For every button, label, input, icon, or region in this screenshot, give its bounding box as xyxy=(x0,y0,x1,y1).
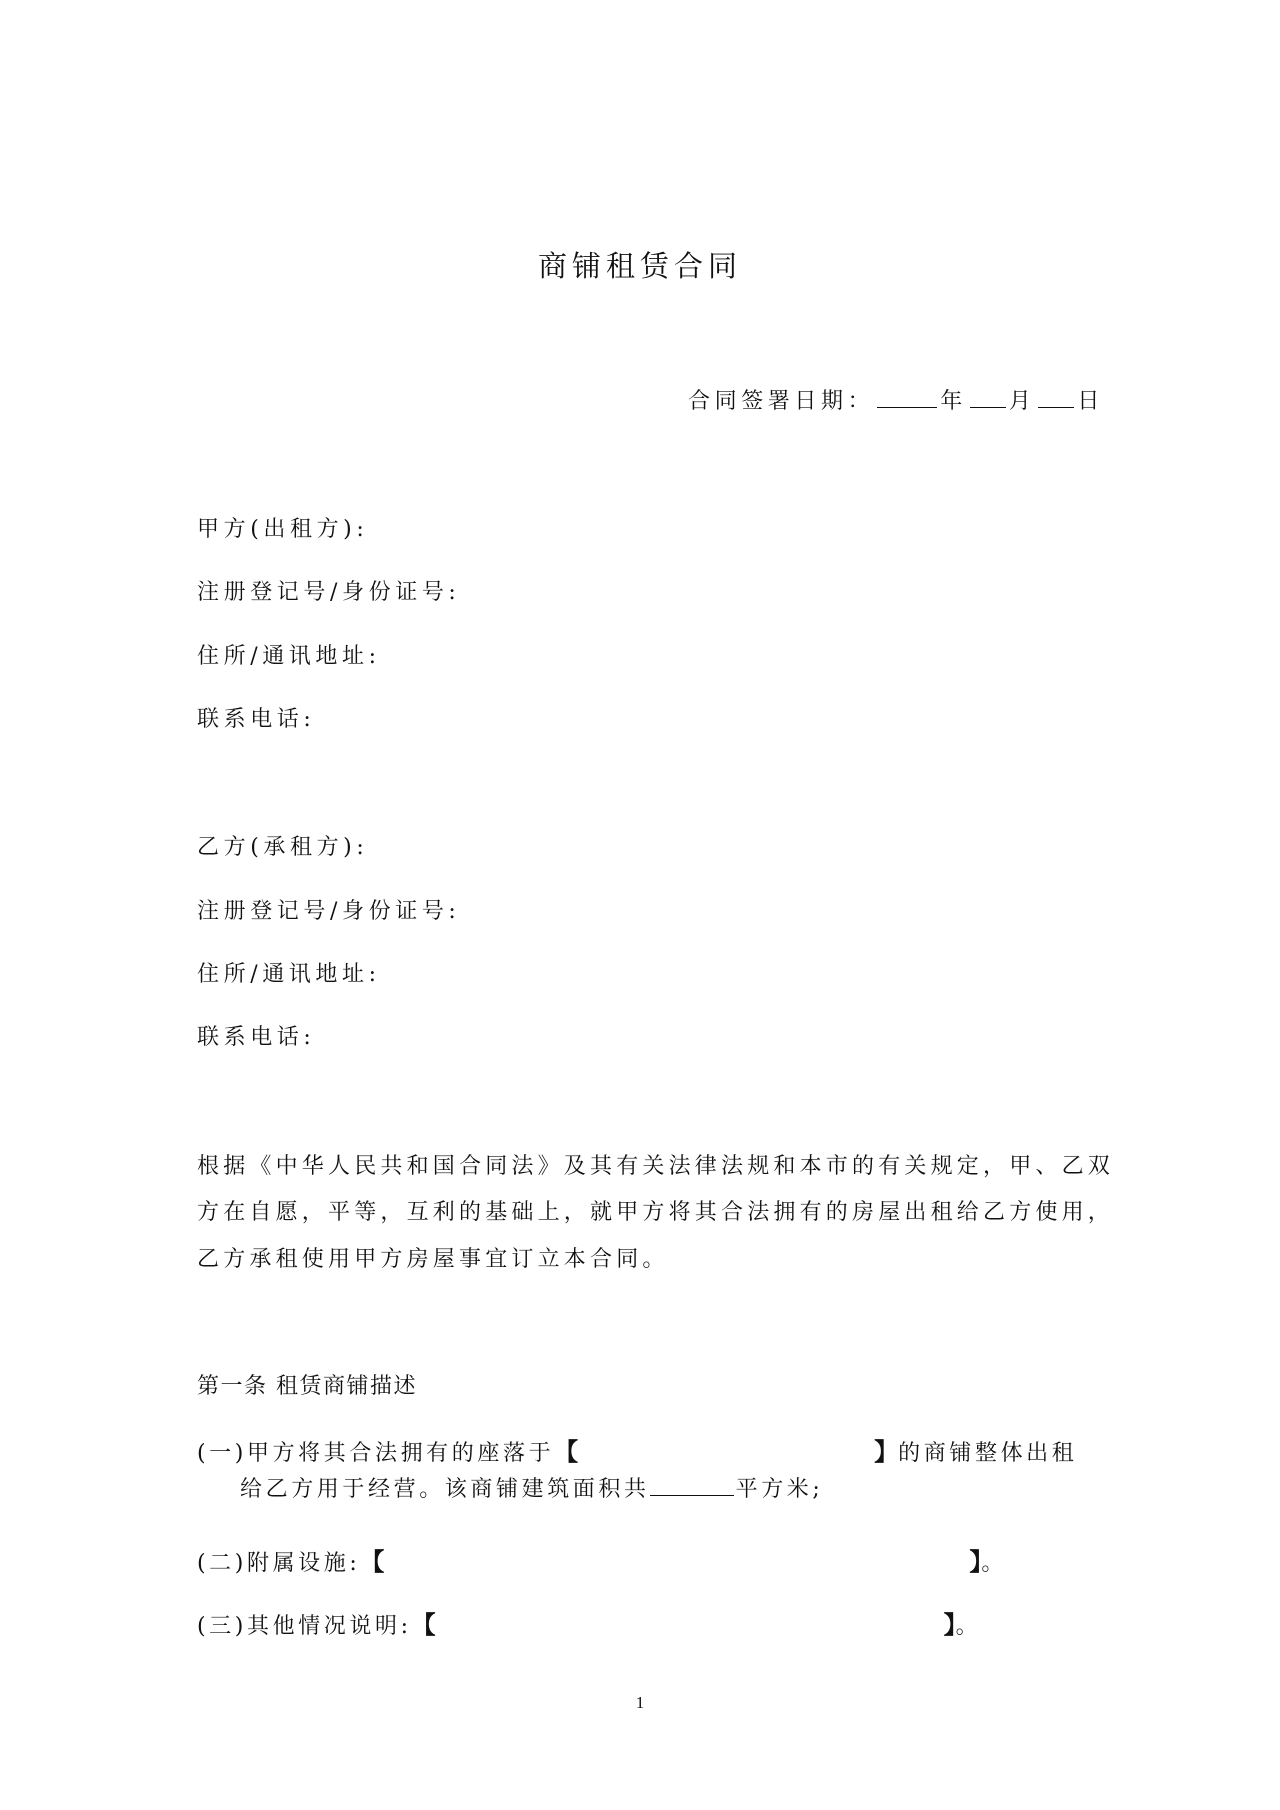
item-text: 附属设施: xyxy=(246,1551,361,1576)
party-a-id-field: 注册登记号/身份证号: xyxy=(197,580,461,605)
open-bracket: 【 xyxy=(411,1610,436,1639)
signing-date-line xyxy=(688,387,1104,417)
close-bracket: 】 xyxy=(969,1547,982,1576)
document-title: 商铺租赁合同 xyxy=(537,249,742,283)
item-prefix: (三) xyxy=(197,1614,247,1639)
month-suffix: 月 xyxy=(1008,389,1036,414)
article-1-heading: 第一条 租赁商铺描述 xyxy=(197,1374,417,1399)
party-b-heading: 乙方(承租方): xyxy=(197,835,369,860)
close-bracket: 】 xyxy=(943,1610,956,1639)
preamble-line: 乙方承租使用甲方房屋事宜订立本合同。 xyxy=(197,1247,669,1272)
article-1-item-1-continuation xyxy=(240,1475,823,1505)
day-suffix: 日 xyxy=(1077,389,1105,414)
article-1-item-3 xyxy=(197,1610,981,1642)
year-blank[interactable] xyxy=(877,389,937,408)
party-b-address-field: 住所/通讯地址: xyxy=(197,962,381,987)
year-suffix: 年 xyxy=(940,389,967,414)
open-bracket: 【 xyxy=(554,1437,579,1466)
close-bracket: 】 xyxy=(874,1437,899,1466)
month-blank[interactable] xyxy=(970,389,1006,408)
party-a-address-field: 住所/通讯地址: xyxy=(197,644,381,669)
preamble-line: 方在自愿，平等，互利的基础上，就甲方将其合法拥有的房屋出租给乙方使用， xyxy=(197,1200,1115,1225)
item-prefix: (一) xyxy=(197,1441,247,1466)
day-blank[interactable] xyxy=(1038,389,1074,408)
item-text: 其他情况说明: xyxy=(246,1614,412,1639)
party-a-heading: 甲方(出租方): xyxy=(197,517,369,542)
item-continuation-after: 平方米; xyxy=(735,1477,824,1502)
item-text-after: 。 xyxy=(981,1551,1007,1576)
party-b-id-field: 注册登记号/身份证号: xyxy=(197,899,461,924)
item-text-after: 的商铺整体出租 xyxy=(898,1441,1078,1466)
item-text: 甲方将其合法拥有的座落于 xyxy=(246,1441,555,1466)
page-number: 1 xyxy=(635,1693,645,1712)
party-b-phone-field: 联系电话: xyxy=(197,1025,316,1050)
party-a-phone-field: 联系电话: xyxy=(197,707,316,732)
area-blank[interactable] xyxy=(650,1477,734,1496)
signing-date-label: 合同签署日期： xyxy=(688,389,875,414)
preamble-line: 根据《中华人民共和国合同法》及其有关法律法规和本市的有关规定，甲、乙双 xyxy=(197,1154,1115,1179)
item-prefix: (二) xyxy=(197,1551,247,1576)
article-1-item-1 xyxy=(197,1437,1077,1469)
open-bracket: 【 xyxy=(360,1547,385,1576)
article-1-item-2 xyxy=(197,1547,1007,1579)
item-continuation-text: 给乙方用于经营。该商铺建筑面积共 xyxy=(240,1477,650,1502)
item-text-after: 。 xyxy=(955,1614,982,1639)
